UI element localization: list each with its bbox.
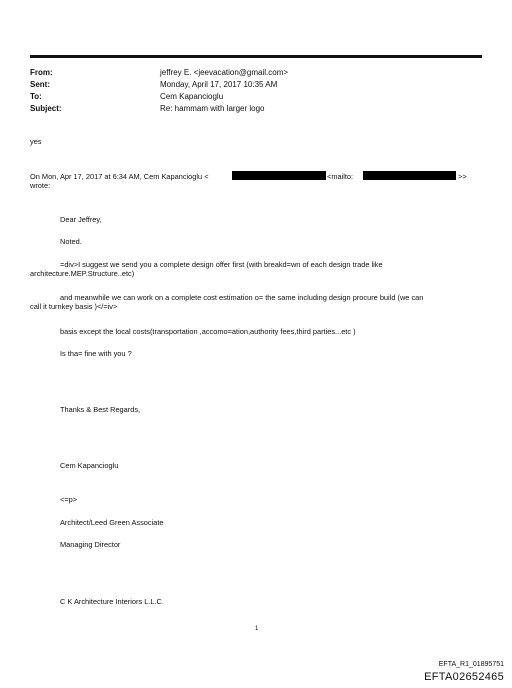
sent-value: Monday, April 17, 2017 10:35 AM: [160, 80, 278, 89]
page-number: 1: [255, 626, 259, 632]
redaction-bar: [363, 171, 456, 180]
footer-id-primary: EFTA_R1_01895751: [438, 661, 504, 668]
to-value: Cem Kapancioglu: [160, 92, 224, 101]
signature-tag: <=p>: [60, 495, 78, 504]
paragraph-line: and meanwhile we can work on a complete cost estimation o= the same including design procure build (we can: [60, 293, 424, 302]
sent-label: Sent:: [30, 80, 50, 89]
header-divider: [30, 55, 482, 58]
to-label: To:: [30, 92, 42, 101]
quote-intro-wrote: wrote:: [30, 181, 51, 190]
from-label: From:: [30, 68, 53, 77]
regards-text: Thanks & Best Regards,: [60, 405, 141, 414]
redaction-bar: [232, 171, 326, 180]
question-text: Is tha= fine with you ?: [60, 349, 132, 358]
paragraph-line: architecture.MEP.Structure..etc): [30, 269, 135, 278]
reply-text: yes: [30, 137, 42, 146]
subject-value: Re: hammam with larger logo: [160, 104, 265, 113]
quote-intro-mailto: <mailto:: [327, 172, 354, 181]
footer-id-secondary: EFTA02652465: [424, 671, 504, 683]
signature-company: C K Architecture Interiors L.L.C.: [60, 597, 164, 606]
paragraph-line: basis except the local costs(transportation ,accomo=ation,authority fees,third parties...etc ): [60, 327, 356, 336]
signature-role: Managing Director: [60, 540, 121, 549]
paragraph-line: =div>I suggest we send you a complete design offer first (with breakd=wn of each design trade like: [60, 260, 383, 269]
signature-title: Architect/Leed Green Associate: [60, 518, 164, 527]
quote-intro-start: On Mon, Apr 17, 2017 at 6:34 AM, Cem Kapancioglu <: [30, 172, 209, 181]
from-value: jeffrey E. <jeevacation@gmail.com>: [160, 68, 289, 77]
greeting: Dear Jeffrey,: [60, 215, 102, 224]
noted-text: Noted.: [60, 237, 82, 246]
signature-name: Cem Kapancioglu: [60, 461, 119, 470]
quote-intro-end: >>: [458, 172, 467, 181]
paragraph-line: call it turnkey basis )</=iv>: [30, 302, 118, 311]
subject-label: Subject:: [30, 104, 62, 113]
